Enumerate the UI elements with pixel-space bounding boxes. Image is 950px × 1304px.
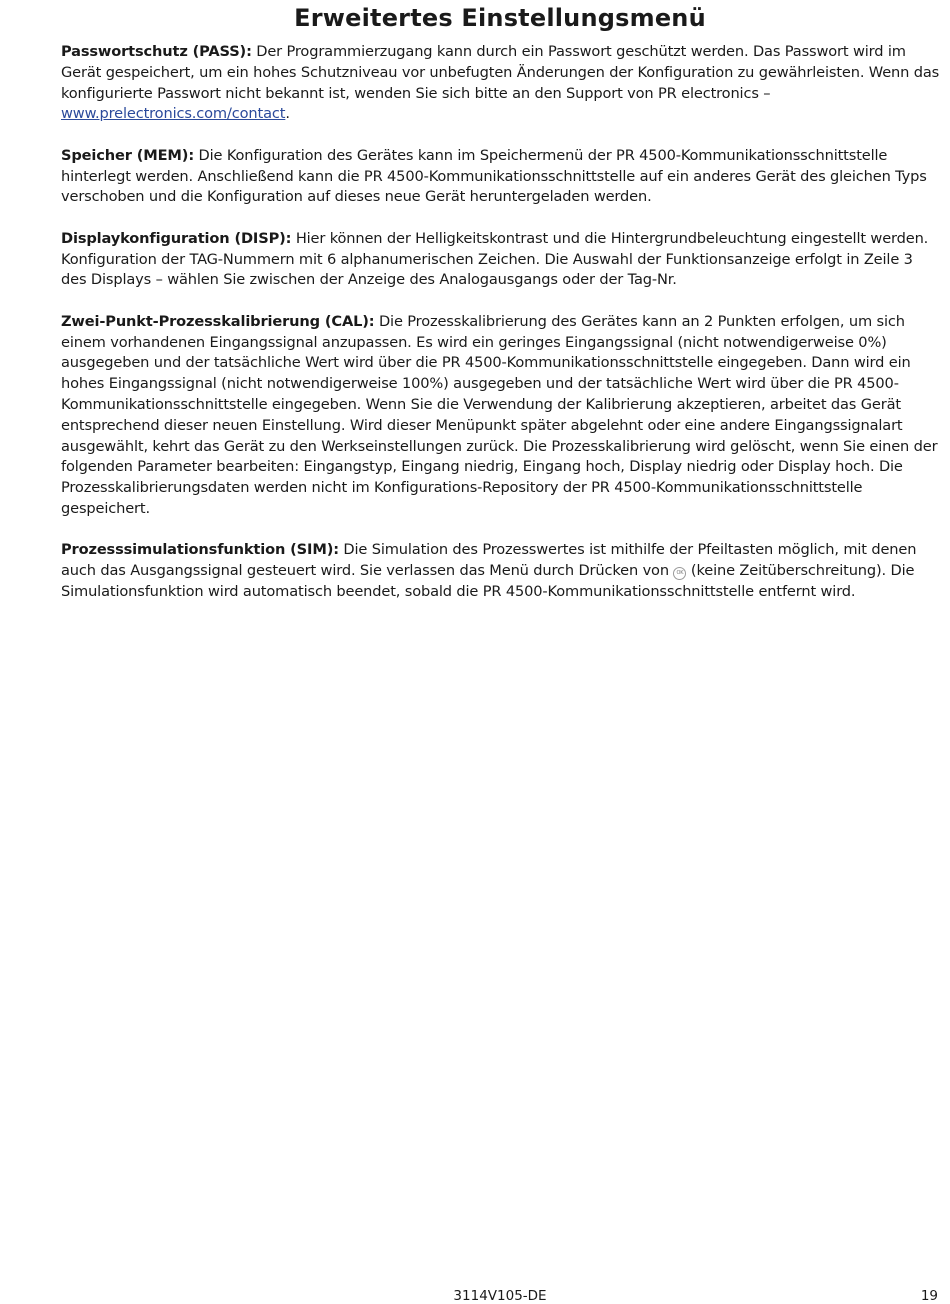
section-memory <box>61 146 941 208</box>
section-text-end: (keine Zeitüberschreitung). Die Simulationsfunktion wird automatisch beendet, sobald die PR 4500-Kommunikationsschnittstelle entfernt wird. <box>61 562 915 600</box>
section-text: Die Prozesskalibrierung des Gerätes kann an 2 Punkten erfolgen, um sich einem vorhandenen Eingangssignal anzupassen. Es wird ein geringes Eingangssignal (nicht notwendigerweise 0%) ausgegeben und der tatsächliche Wert wird über die PR 4500-Kommunikationsschnittstelle eingegeben. Dann wird ein hohes Eingangssignal (nicht notwendigerweise 100%) ausgegeben und der tatsächliche Wert wird über die PR 4500-Kommunikationsschnittstelle eingegeben. Wenn Sie die Verwendung der Kalibrierung akzeptieren, arbeitet das Gerät entsprechend dieser neuen Einstellung. Wird dieser Menüpunkt später abgelehnt oder eine andere Eingangssignalart ausgewählt, kehrt das Gerät zu den Werkseinstellungen zurück. Die Prozesskalibrierung wird gelöscht, wenn Sie einen der folgenden Parameter bearbeiten: Eingangstyp, Eingang niedrig, Eingang hoch, Display niedrig oder Display hoch. Die Prozesskalibrierungsdaten werden nicht im Konfigurations-Repository der PR 4500-Kommunikationsschnittstelle gespeichert. <box>61 312 938 517</box>
document-code: 3114V105-DE <box>453 1288 547 1304</box>
section-text: Hier können der Helligkeitskontrast und die Hintergrundbeleuchtung eingestellt werden. Konfiguration der TAG-Nummern mit 6 alphanumerischen Zeichen. Die Auswahl der Funktionsanzeige erfolgt in Zeile 3 des Displays – wählen Sie zwischen der Anzeige des Analogausgangs oder der Tag-Nr. <box>61 229 929 289</box>
section-display-configuration <box>61 229 941 291</box>
section-term: Passwortschutz (PASS): <box>61 43 252 60</box>
section-term: Speicher (MEM): <box>61 146 195 164</box>
ok-button-icon: OK <box>673 567 686 580</box>
document-body <box>61 42 941 623</box>
section-text: Die Simulation des Prozesswertes ist mithilfe der Pfeiltasten möglich, mit denen auch das Ausgangssignal gesteuert wird. Sie verlassen das Menü durch Drücken von <box>61 541 917 580</box>
section-two-point-calibration <box>61 312 941 520</box>
page-number: 19 <box>920 1288 938 1304</box>
section-text: Die Konfiguration des Gerätes kann im Speichermenü der PR 4500-Kommunikationsschnittstelle hinterlegt werden. Anschließend kann die PR 4500-Kommunikationsschnittstelle auf ein anderes Gerät des gleichen Typs verschoben und die Konfiguration auf dieses neue Gerät heruntergeladen werden. <box>61 146 927 206</box>
section-text-end: . <box>285 105 290 123</box>
page-title: Erweitertes Einstellungsmenü <box>294 4 706 32</box>
section-text: Der Programmierzugang kann durch ein Passwort geschützt werden. Das Passwort wird im Gerät gespeichert, um ein hohes Schutzniveau vor unbefugten Änderungen der Konfiguration zu gewährleisten. Wenn das konfigurierte Passwort nicht bekannt ist, wenden Sie sich bitte an den Support von PR electronics – <box>61 43 940 102</box>
section-password-protection <box>61 42 941 125</box>
section-term: Prozesssimulationsfunktion (SIM): <box>61 541 339 559</box>
support-contact-link[interactable]: www.prelectronics.com/contact <box>61 105 286 123</box>
section-term: Zwei-Punkt-Prozesskalibrierung (CAL): <box>61 312 375 330</box>
section-process-simulation <box>61 540 941 602</box>
section-term: Displaykonfiguration (DISP): <box>61 229 292 247</box>
